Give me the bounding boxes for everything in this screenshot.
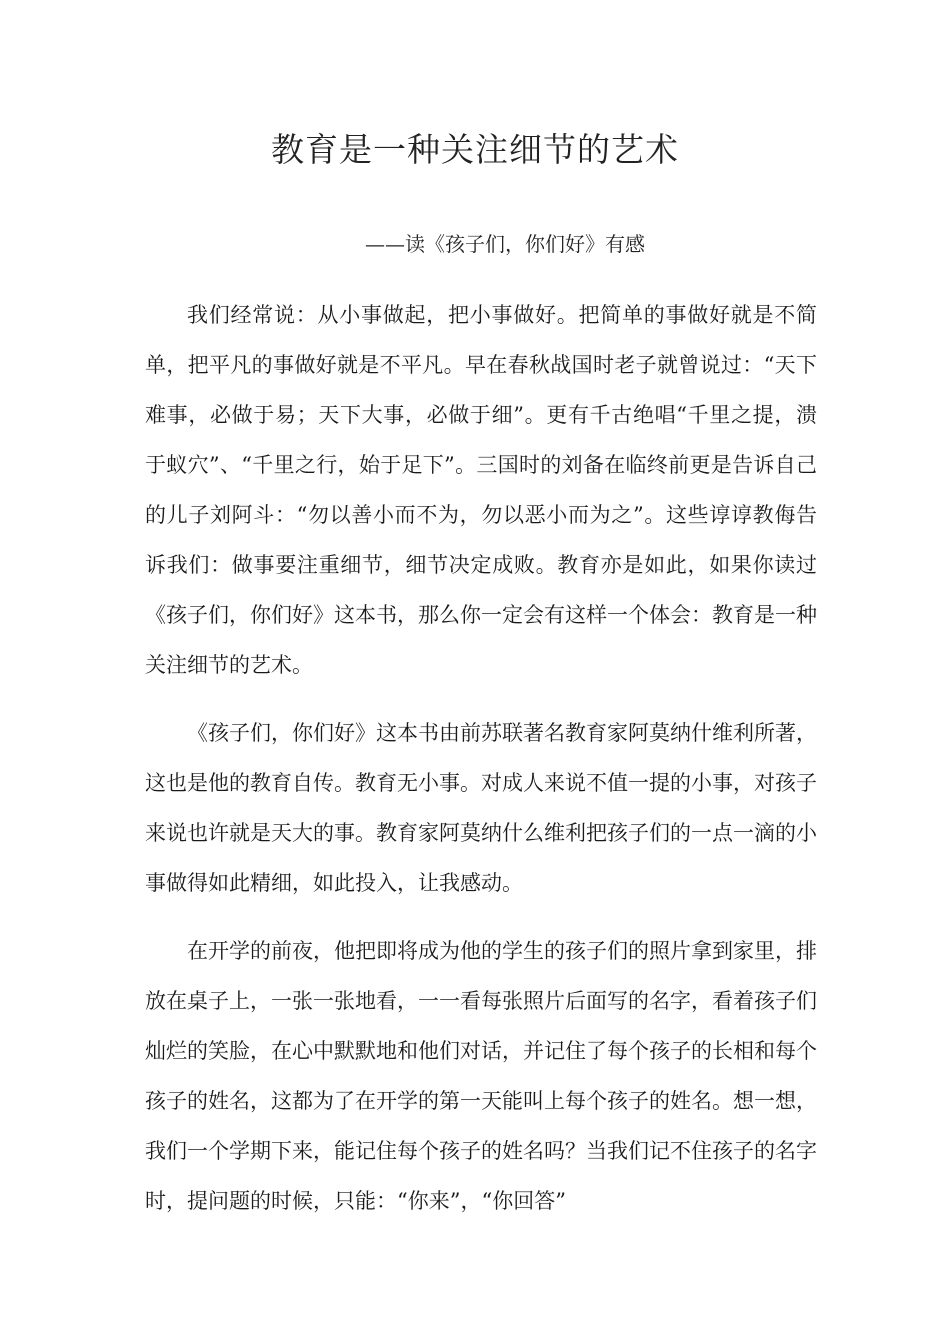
document-body <box>145 290 817 1244</box>
document-title: 教育是一种关注细节的艺术 <box>271 130 679 169</box>
document-subtitle: ——读《孩子们，你们好》有感 <box>365 232 645 256</box>
paragraph-2: 《孩子们，你们好》这本书由前苏联著名教育家阿莫纳什维利所著，这也是他的教育自传。教育无小事。对成人来说不值一提的小事，对孩子来说也许就是天大的事。教育家阿莫纳什么维利把孩子们的一点一滴的小事做得如此精细，如此投入，让我感动。 <box>145 721 817 895</box>
paragraph-3: 在开学的前夜，他把即将成为他的学生的孩子们的照片拿到家里，排放在桌子上，一张一张地看，一一看每张照片后面写的名字，看着孩子们灿烂的笑脸，在心中默默地和他们对话，并记住了每个孩子的长相和每个孩子的姓名，这都为了在开学的第一天能叫上每个孩子的姓名。想一想，我们一个学期下来，能记住每个孩子的姓名吗？当我们记不住孩子的名字时，提问题的时候，只能：“你来”，“你回答” <box>145 939 817 1213</box>
paragraph-1: 我们经常说：从小事做起，把小事做好。把简单的事做好就是不简单，把平凡的事做好就是不平凡。早在春秋战国时老子就曾说过：“天下难事，必做于易；天下大事，必做于细”。更有千古绝唱“千里之提，溃于蚁穴”、“千里之行，始于足下”。三国时的刘备在临终前更是告诉自己的儿子刘阿斗：“勿以善小而不为，勿以恶小而为之”。这些谆谆教侮告诉我们：做事要注重细节，细节决定成败。教育亦是如此，如果你读过《孩子们，你们好》这本书，那么你一定会有这样一个体会：教育是一种关注细节的艺术。 <box>145 303 817 677</box>
